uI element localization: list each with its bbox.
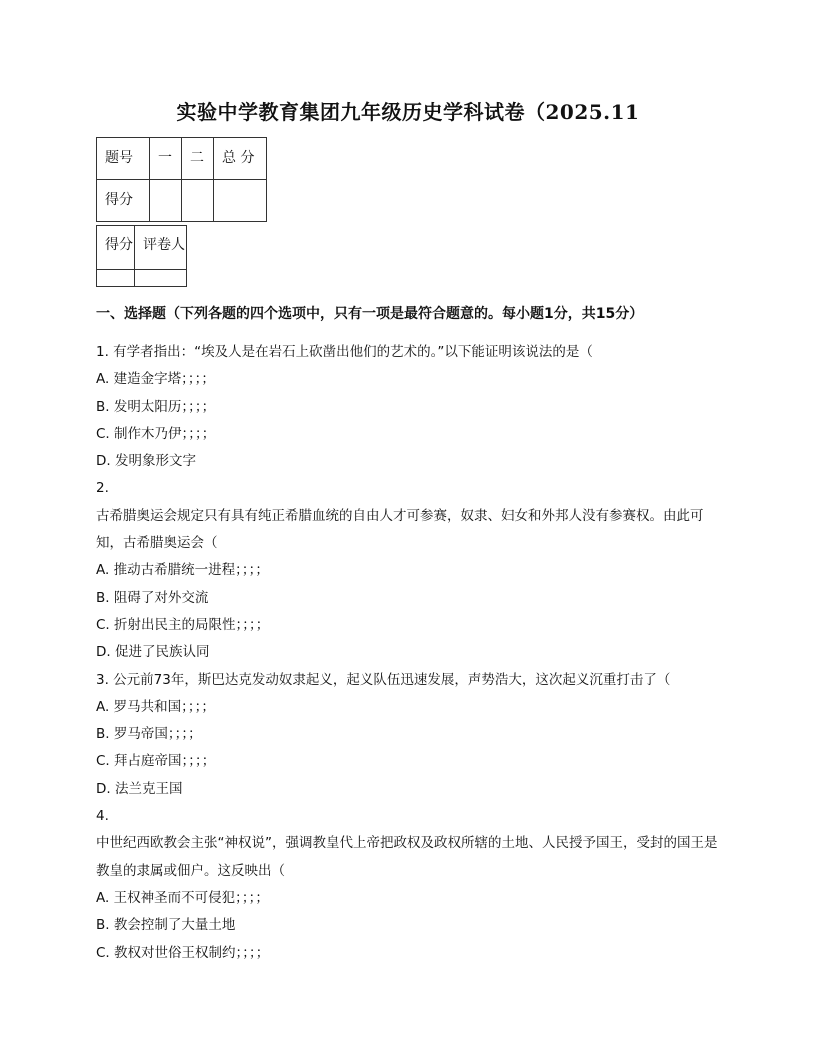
question-4-option-c: C. 教权对世俗王权制约；；；； — [96, 944, 270, 961]
grader-header-score: 得分 — [97, 226, 135, 270]
question-3-option-a: A. 罗马共和国；；；； — [96, 698, 215, 715]
question-1-option-d: D. 发明象形文字 — [96, 453, 196, 470]
question-2-option-d: D. 促进了民族认同 — [96, 644, 210, 661]
grader-cell-grader — [135, 270, 187, 287]
question-2-option-c: C. 折射出民主的局限性；；；； — [96, 616, 270, 633]
score-header-total: 总 分 — [214, 138, 267, 180]
score-cell-total — [214, 180, 267, 222]
score-header-question-no: 题号 — [97, 138, 150, 180]
question-4-number: 4. — [96, 808, 109, 825]
grader-table — [96, 225, 187, 287]
question-2-stem: 古希腊奥运会规定只有具有纯正希腊血统的自由人才可参赛，奴隶、妇女和外邦人没有参赛权。由此可知，古希腊奥运会（ — [96, 507, 704, 552]
score-table — [96, 137, 267, 222]
question-list — [96, 339, 720, 967]
question-4-stem: 中世纪西欧教会主张“神权说”，强调教皇代上帝把政权及政权所辖的土地、人民授予国王，受封的国王是教皇的隶属或佃户。这反映出（ — [96, 835, 718, 879]
score-row-label: 得分 — [97, 180, 150, 222]
grader-table-blank-row — [97, 270, 187, 287]
question-4-option-b: B. 教会控制了大量土地 — [96, 917, 236, 934]
section-heading: 一、选择题（下列各题的四个选项中，只有一项是最符合题意的。每小题1分，共15分） — [96, 306, 644, 322]
question-2-option-b: B. 阻碍了对外交流 — [96, 589, 209, 606]
question-1-option-c: C. 制作木乃伊；；；； — [96, 425, 216, 442]
score-header-part-2: 二 — [182, 138, 214, 180]
question-3-option-c: C. 拜占庭帝国；；；； — [96, 753, 216, 770]
exam-title: 实验中学教育集团九年级历史学科试卷（2025.11 — [176, 100, 640, 124]
grader-cell-score — [97, 270, 135, 287]
grader-table-header-row — [97, 226, 187, 270]
score-cell-part-1 — [150, 180, 182, 222]
grader-header-grader: 评卷人 — [135, 226, 187, 270]
score-table-score-row — [97, 180, 267, 222]
question-3-option-b: B. 罗马帝国；；；； — [96, 726, 202, 743]
question-1-option-a: A. 建造金字塔；；；； — [96, 371, 215, 388]
question-2-number: 2. — [96, 480, 109, 497]
question-1-option-b: B. 发明太阳历；；；； — [96, 398, 216, 415]
question-3-stem: 3. 公元前73年，斯巴达克发动奴隶起义，起义队伍迅速发展，声势浩大，这次起义沉重打击了（ — [96, 671, 671, 688]
question-1-stem: 1. 有学者指出：“埃及人是在岩石上砍凿出他们的艺术的。”以下能证明该说法的是（ — [96, 344, 593, 360]
question-4-option-a: A. 王权神圣而不可侵犯；；；； — [96, 889, 269, 906]
score-table-header-row — [97, 138, 267, 180]
score-header-part-1: 一 — [150, 138, 182, 180]
score-cell-part-2 — [182, 180, 214, 222]
question-2-option-a: A. 推动古希腊统一进程；；；； — [96, 562, 269, 579]
question-3-option-d: D. 法兰克王国 — [96, 780, 183, 797]
